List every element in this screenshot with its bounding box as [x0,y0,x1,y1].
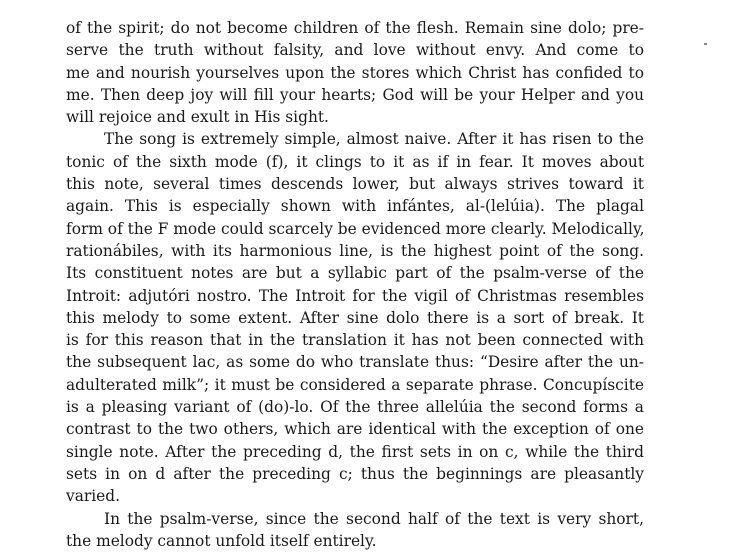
text-line: Introit: adjutóri nostro. The Introit for the vigil of Christmas resembles [66,286,644,305]
text-line: Its constituent notes are but a syllabic part of the psalm-verse of the [66,264,644,283]
text-line: me. Then deep joy will fill your hearts; God will be your Helper and you [66,85,644,104]
text-line: is a pleasing variant of (do)-lo. Of the three allelúia the second forms a [66,398,644,417]
text-line: varied. [66,487,121,506]
paragraph-3 [66,508,644,552]
text-line: again. This is especially shown with infántes, al-(lelúia). The plagal [66,197,644,216]
text-line: the subsequent lac, as some do who translate thus: “Desire after the un- [66,353,644,372]
text-line: the melody cannot unfold itself entirely. [66,531,377,550]
text-line: me and nourish yourselves upon the stores which Christ has confided to [66,63,644,82]
text-line: this melody to some extent. After sine dolo there is a sort of break. It [66,308,644,327]
paragraph-1 [66,17,644,128]
text-line: The song is extremely simple, almost naive. After it has risen to the [104,130,644,149]
text-line: rationábiles, with its harmonious line, is the highest point of the song. [66,241,644,260]
text-line: single note. After the preceding d, the first sets in on c, while the third [66,442,644,461]
text-line: is for this reason that in the translation it has not been connected with [66,331,644,350]
text-line: serve the truth without falsity, and love without envy. And come to [66,41,644,60]
margin-speck [704,43,707,45]
text-line: tonic of the sixth mode (f), it clings to it as if in fear. It moves about [66,152,644,171]
text-line: of the spirit; do not become children of the flesh. Remain sine dolo; pre- [66,19,644,37]
text-line: form of the F mode could scarcely be evidenced more clearly. Melodically, [66,219,645,238]
paragraph-2 [66,128,644,507]
text-line: In the psalm-verse, since the second half of the text is very short, [104,509,644,528]
text-line: adulterated milk”; it must be considered a separate phrase. Concupíscite [66,375,644,394]
text-line: sets in on d after the preceding c; thus the beginnings are pleasantly [66,464,644,483]
text-line: contrast to the two others, which are identical with the exception of one [66,420,644,439]
text-line: this note, several times descends lower, but always strives toward it [66,175,644,194]
text-line: will rejoice and exult in His sight. [66,108,329,127]
document-page [66,17,644,552]
